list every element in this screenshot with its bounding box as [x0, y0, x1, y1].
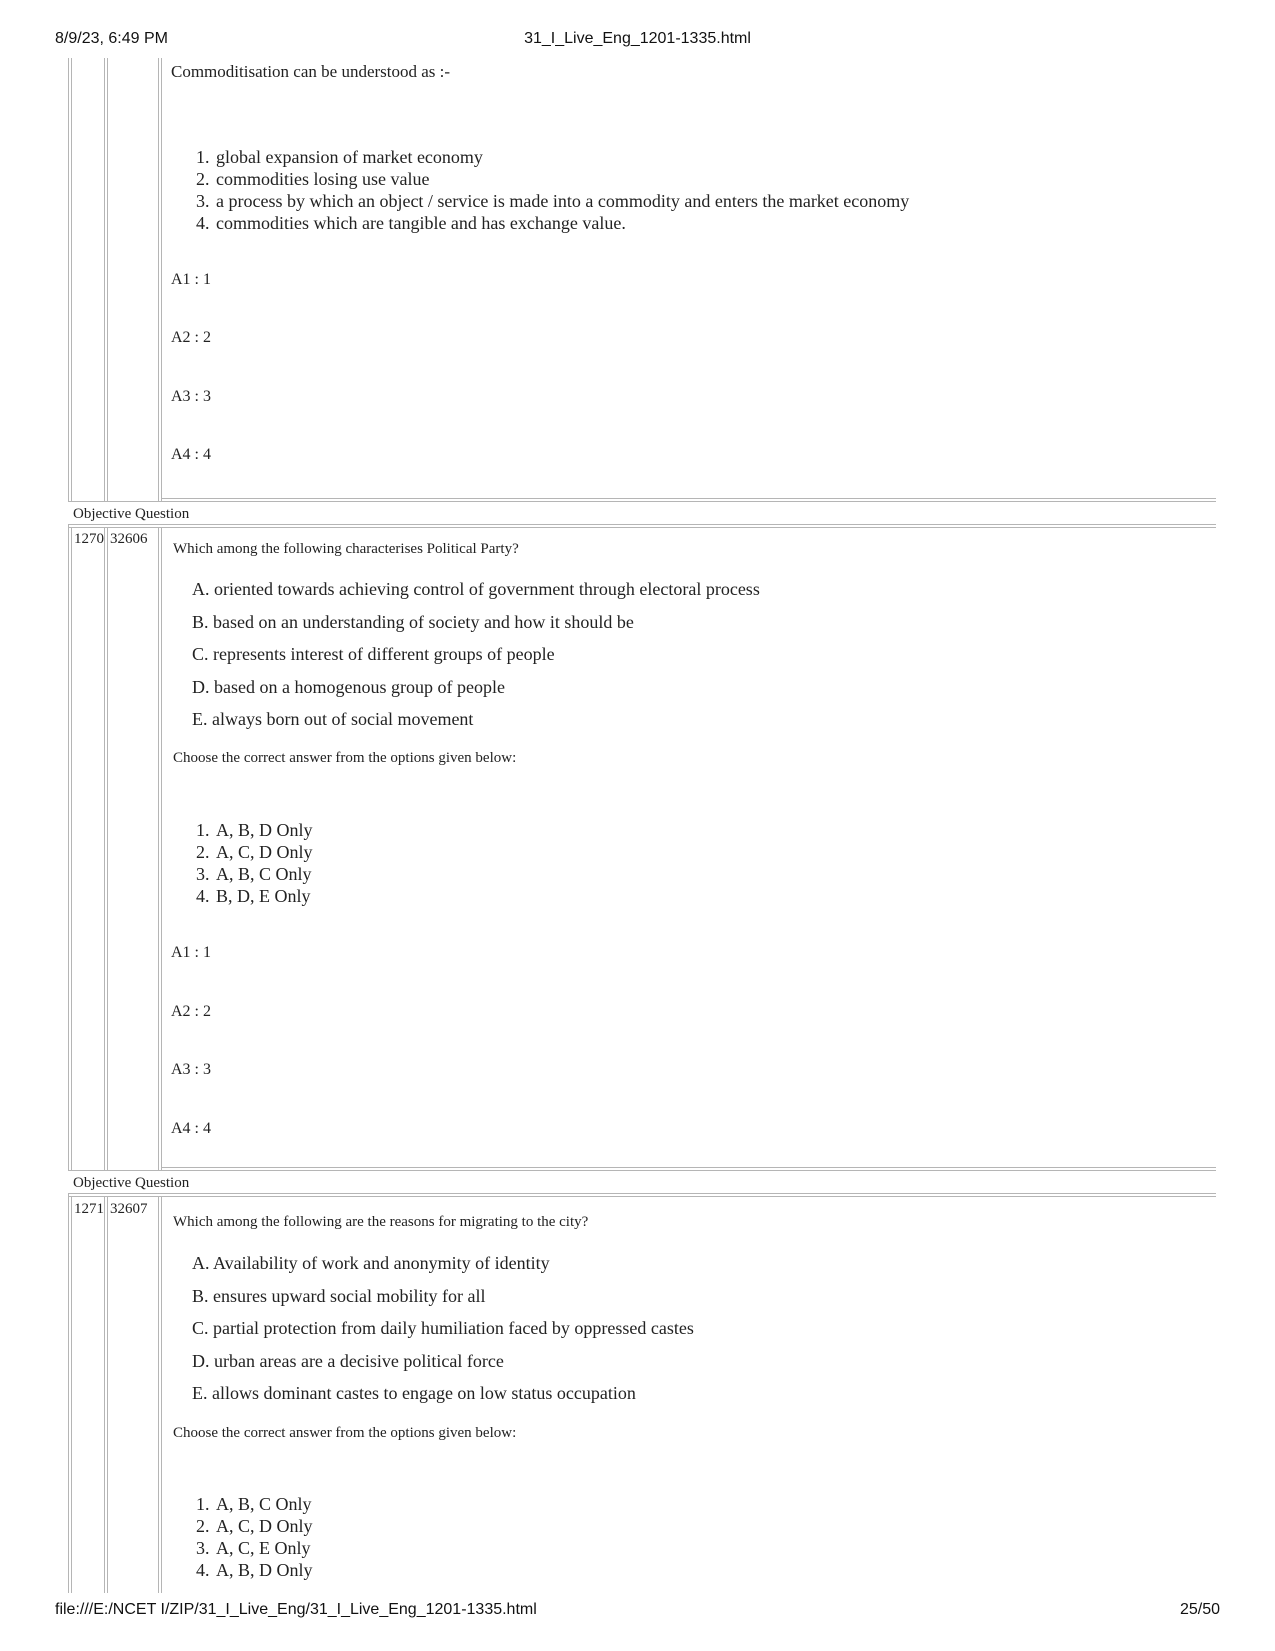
statement-e: E. allows dominant castes to engage on low status occupation	[192, 1383, 636, 1403]
statement-d: D. urban areas are a decisive political force	[192, 1351, 504, 1371]
answer-a2: A2 : 2	[171, 329, 211, 346]
answer-a4: A4 : 4	[171, 1120, 211, 1137]
instruction-text: Choose the correct answer from the options given below:	[173, 750, 517, 766]
option-item: 2. A, C, D Only	[214, 841, 313, 863]
answer-a1: A1 : 1	[171, 944, 211, 961]
statement-b: B. ensures upward social mobility for all	[192, 1286, 486, 1306]
option-item: 2. A, C, D Only	[214, 1515, 313, 1537]
option-item: 3. A, B, C Only	[214, 863, 313, 885]
question-text: Which among the following are the reasons for migrating to the city?	[173, 1214, 589, 1230]
answer-a1: A1 : 1	[171, 271, 211, 288]
answer-a4: A4 : 4	[171, 446, 211, 463]
question-id: 32606	[110, 531, 148, 547]
print-datetime: 8/9/23, 6:49 PM	[55, 30, 168, 47]
question-text: Which among the following characterises Political Party?	[173, 541, 519, 557]
answer-a3: A3 : 3	[171, 388, 211, 405]
question-id: 32607	[110, 1201, 148, 1217]
statement-c: C. partial protection from daily humiliation faced by oppressed castes	[192, 1318, 694, 1338]
question-serial: 1270	[74, 531, 104, 547]
option-item: 1. A, B, C Only	[214, 1493, 313, 1515]
options-list	[171, 819, 313, 907]
instruction-text: Choose the correct answer from the options given below:	[173, 1425, 517, 1441]
question-type-label: Objective Question	[73, 1175, 190, 1191]
print-title: 31_I_Live_Eng_1201-1335.html	[524, 30, 751, 47]
page-number: 25/50	[1179, 1601, 1220, 1618]
question-text: Commoditisation can be understood as :-	[171, 62, 451, 81]
statement-c: C. represents interest of different groups of people	[192, 644, 555, 664]
statement-a: A. Availability of work and anonymity of identity	[192, 1253, 550, 1273]
option-item: 1. global expansion of market economy	[214, 146, 909, 168]
answer-a2: A2 : 2	[171, 1003, 211, 1020]
options-list	[171, 146, 909, 234]
statement-a: A. oriented towards achieving control of government through electoral process	[192, 579, 760, 599]
option-item: 4. A, B, D Only	[214, 1559, 313, 1581]
option-item: 3. a process by which an object / service is made into a commodity and enters the market economy	[214, 190, 909, 212]
print-file-path: file:///E:/NCET I/ZIP/31_I_Live_Eng/31_I_Live_Eng_1201-1335.html	[55, 1601, 537, 1618]
options-list	[171, 1493, 313, 1581]
statement-d: D. based on a homogenous group of people	[192, 677, 505, 697]
option-item: 4. B, D, E Only	[214, 885, 313, 907]
option-item: 3. A, C, E Only	[214, 1537, 313, 1559]
option-item: 4. commodities which are tangible and has exchange value.	[214, 212, 909, 234]
statement-b: B. based on an understanding of society and how it should be	[192, 612, 634, 632]
question-type-label: Objective Question	[73, 506, 190, 522]
statement-e: E. always born out of social movement	[192, 709, 474, 729]
answer-a3: A3 : 3	[171, 1061, 211, 1078]
option-item: 1. A, B, D Only	[214, 819, 313, 841]
question-serial: 1271	[74, 1201, 104, 1217]
option-item: 2. commodities losing use value	[214, 168, 909, 190]
